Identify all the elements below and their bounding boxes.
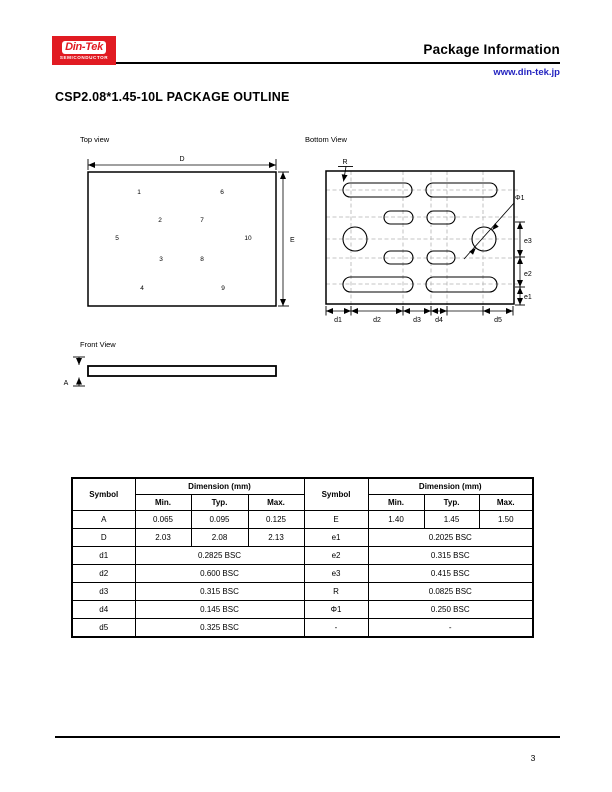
symbol-cell: Φ1: [304, 601, 368, 619]
dim-label-d2: d2: [373, 317, 381, 324]
table-row: [72, 601, 533, 619]
value-cell: 1.45: [424, 511, 479, 529]
symbol-cell: -: [304, 619, 368, 638]
dim-label-r: R: [342, 159, 348, 166]
value-cell: 0.0825 BSC: [368, 583, 533, 601]
symbol-cell: d5: [72, 619, 135, 638]
pin-label-1: 1: [137, 189, 141, 196]
dim-label-e1: e1: [524, 294, 532, 301]
header-divider: [55, 62, 560, 64]
value-cell: 0.145 BSC: [135, 601, 304, 619]
pin-label-6: 6: [220, 189, 224, 196]
table-header-row: [72, 478, 533, 495]
symbol-cell: d4: [72, 601, 135, 619]
page-number: 3: [530, 753, 536, 763]
dimension-header: Dimension (mm): [368, 478, 533, 495]
symbol-header: Symbol: [72, 478, 135, 511]
document-title: Package Information: [423, 42, 560, 57]
dim-label-d: D: [179, 156, 185, 163]
symbol-cell: R: [304, 583, 368, 601]
website-link[interactable]: www.din-tek.jp: [493, 67, 560, 78]
logo-subtitle: SEMICONDUCTOR: [59, 54, 109, 60]
value-cell: 0.315 BSC: [135, 583, 304, 601]
dim-label-d5: d5: [494, 317, 502, 324]
symbol-cell: d3: [72, 583, 135, 601]
min-header: Min.: [135, 495, 191, 511]
package-outline-heading: CSP2.08*1.45-10L PACKAGE OUTLINE: [55, 90, 290, 104]
front-view-label: Front View: [80, 340, 116, 349]
pin-label-10: 10: [244, 235, 252, 242]
dim-label-a: A: [63, 380, 69, 387]
front-view-diagram: [64, 340, 276, 387]
symbol-header: Symbol: [304, 478, 368, 511]
pin-label-9: 9: [221, 285, 225, 292]
symbol-cell: d2: [72, 565, 135, 583]
pin-label-4: 4: [140, 285, 144, 292]
symbol-cell: e2: [304, 547, 368, 565]
bottom-view-label: Bottom View: [305, 135, 347, 144]
d-dimension-chain: [326, 306, 513, 316]
table-subheader-row: [72, 495, 533, 511]
symbol-cell: A: [72, 511, 135, 529]
dim-label-e2: e2: [524, 271, 532, 278]
dimension-header: Dimension (mm): [135, 478, 304, 495]
symbol-cell: d1: [72, 547, 135, 565]
r-leader-line: [344, 167, 347, 182]
value-cell: 1.50: [479, 511, 533, 529]
dintek-logo: [52, 36, 116, 65]
e-dimension-chain: [515, 222, 525, 305]
typ-header: Typ.: [424, 495, 479, 511]
value-cell: 0.600 BSC: [135, 565, 304, 583]
pin-label-2: 2: [158, 217, 162, 224]
table-row: [72, 547, 533, 565]
symbol-cell: D: [72, 529, 135, 547]
logo-wordmark: Din-Tek: [62, 41, 106, 54]
front-view-body: [88, 366, 276, 376]
value-cell: 0.095: [191, 511, 248, 529]
dim-label-d3: d3: [413, 317, 421, 324]
dimension-table: [71, 477, 534, 638]
value-cell: -: [368, 619, 533, 638]
dim-label-e: E: [290, 237, 295, 244]
value-cell: 2.13: [248, 529, 304, 547]
max-header: Max.: [248, 495, 304, 511]
symbol-cell: E: [304, 511, 368, 529]
value-cell: 0.250 BSC: [368, 601, 533, 619]
value-cell: 0.125: [248, 511, 304, 529]
max-header: Max.: [479, 495, 533, 511]
table-row: [72, 565, 533, 583]
table-row: [72, 511, 533, 529]
value-cell: 0.415 BSC: [368, 565, 533, 583]
pin-label-5: 5: [115, 235, 119, 242]
symbol-cell: e3: [304, 565, 368, 583]
table-row: [72, 529, 533, 547]
typ-header: Typ.: [191, 495, 248, 511]
solder-pads: [343, 183, 497, 292]
pin-label-8: 8: [200, 256, 204, 263]
dim-label-e3: e3: [524, 238, 532, 245]
value-cell: 0.065: [135, 511, 191, 529]
symbol-cell: e1: [304, 529, 368, 547]
table-row: [72, 619, 533, 638]
dim-label-d1: d1: [334, 317, 342, 324]
top-view-diagram: [80, 135, 295, 306]
value-cell: 0.325 BSC: [135, 619, 304, 638]
pin-label-7: 7: [200, 217, 204, 224]
top-view-label: Top view: [80, 135, 110, 144]
min-header: Min.: [368, 495, 424, 511]
table-row: [72, 583, 533, 601]
value-cell: 2.03: [135, 529, 191, 547]
pin-label-3: 3: [159, 256, 163, 263]
bottom-view-diagram: [305, 135, 532, 324]
value-cell: 0.315 BSC: [368, 547, 533, 565]
value-cell: 1.40: [368, 511, 424, 529]
dim-label-phi1: Φ1: [515, 195, 525, 202]
value-cell: 0.2025 BSC: [368, 529, 533, 547]
value-cell: 2.08: [191, 529, 248, 547]
value-cell: 0.2825 BSC: [135, 547, 304, 565]
dim-label-d4: d4: [435, 317, 443, 324]
